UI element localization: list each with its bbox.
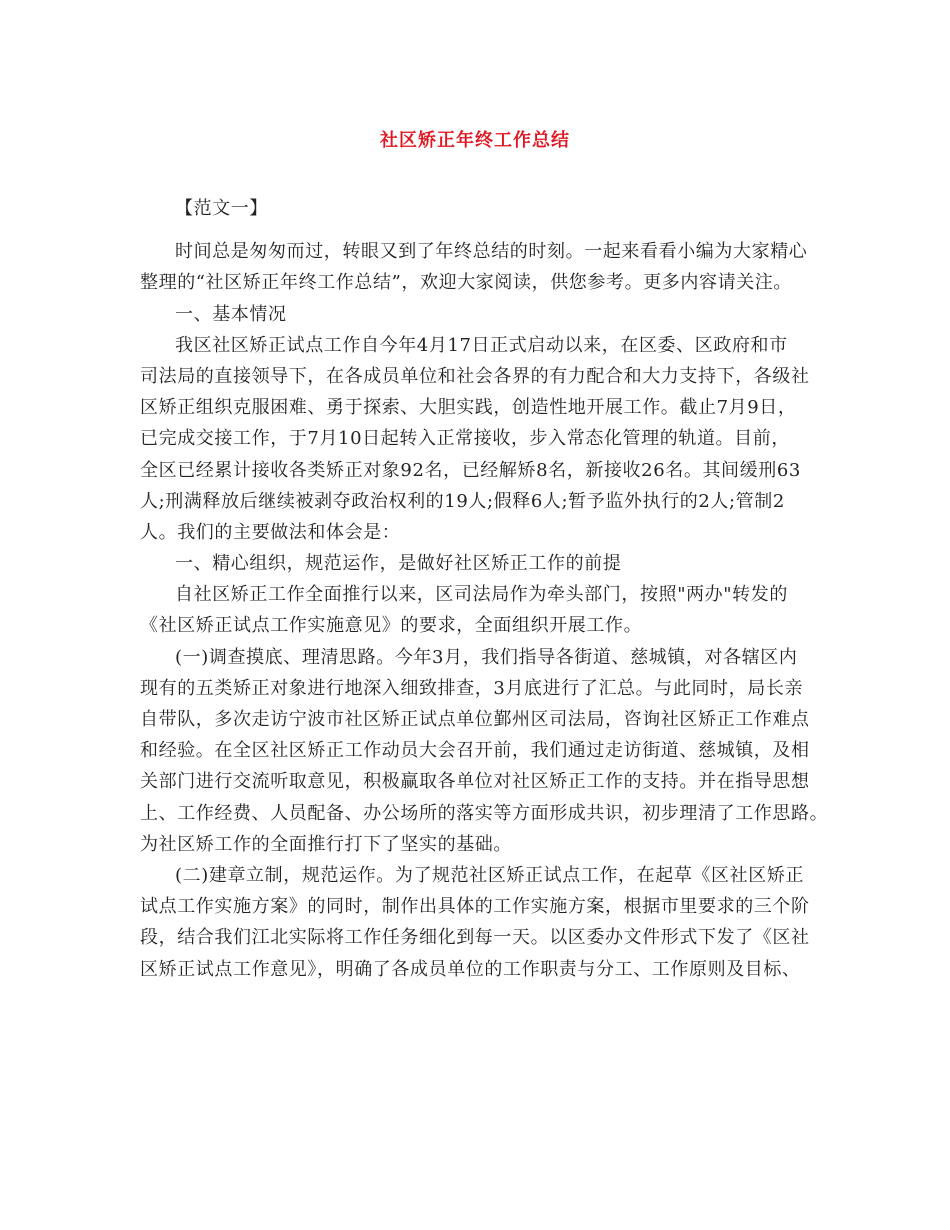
- para-rules-line: 试点工作实施方案》的同时，制作出具体的工作实施方案，根据市里要求的三个阶: [140, 896, 810, 918]
- para-basic-line: 人。我们的主要做法和体会是：: [140, 521, 401, 543]
- para-rules-line: (二)建章立制，规范运作。为了规范社区矫正试点工作，在起草《区社区矫正: [175, 864, 805, 886]
- para-intro-line: 整理的“社区矫正年终工作总结”，欢迎大家阅读，供您参考。更多内容请关注。: [140, 272, 793, 294]
- para-survey-line: 上、工作经费、人员配备、办公场所的落实等方面形成共识，初步理清了工作思路。: [140, 802, 829, 824]
- para-basic-line: 全区已经累计接收各类矫正对象92名，已经解矫8名，新接收26名。其间缓刑63: [140, 459, 801, 481]
- heading-basic: 一、基本情况: [175, 303, 287, 325]
- para-basic-line: 人;刑满释放后继续被剥夺政治权利的19人;假释6人;暂予监外执行的2人;管制2: [140, 490, 785, 512]
- para-basic-line: 已完成交接工作，于7月10日起转入正常接收，步入常态化管理的轨道。目前，: [140, 428, 790, 450]
- para-rules-line: 区矫正试点工作意见》，明确了各成员单位的工作职责与分工、工作原则及目标、: [140, 958, 801, 980]
- para-basic-line: 区矫正组织克服困难、勇于探索、大胆实践，创造性地开展工作。截止7月9日，: [140, 397, 797, 419]
- para-org-line: 自社区矫正工作全面推行以来，区司法局作为牵头部门，按照"两办"转发的: [175, 584, 788, 606]
- heading-org: 一、精心组织，规范运作，是做好社区矫正工作的前提: [175, 553, 622, 575]
- para-org-line: 《社区矫正试点工作实施意见》的要求，全面组织开展工作。: [140, 615, 643, 637]
- document-body: [140, 193, 840, 985]
- para-basic-line: 我区社区矫正试点工作自今年4月17日正式启动以来，在区委、区政府和市: [175, 334, 788, 356]
- para-survey-line: (一)调查摸底、理清思路。今年3月，我们指导各街道、慈城镇，对各辖区内: [175, 646, 798, 668]
- para-intro-line: 时间总是匆匆而过，转眼又到了年终总结的时刻。一起来看看小编为大家精心: [175, 241, 808, 263]
- para-survey-line: 自带队，多次走访宁波市社区矫正试点单位鄞州区司法局，咨询社区矫正工作难点: [140, 709, 810, 730]
- para-survey-line: 关部门进行交流听取意见，积极赢取各单位对社区矫正工作的支持。并在指导思想: [140, 771, 810, 793]
- para-survey-line: 现有的五类矫正对象进行地深入细致排查，3月底进行了汇总。与此同时，局长亲: [140, 677, 804, 699]
- para-rules-line: 段，结合我们江北实际将工作任务细化到每一天。以区委办文件形式下发了《区社: [140, 927, 810, 949]
- heading-fanwen: 【范文一】: [175, 198, 268, 219]
- document-title: 社区矫正年终工作总结: [380, 130, 570, 151]
- para-survey-line: 为社区矫工作的全面推行打下了坚实的基础。: [140, 833, 512, 855]
- para-basic-line: 司法局的直接领导下，在各成员单位和社会各界的有力配合和大力支持下，各级社: [140, 365, 810, 387]
- para-survey-line: 和经验。在全区社区矫正工作动员大会召开前，我们通过走访街道、慈城镇，及相: [140, 740, 810, 762]
